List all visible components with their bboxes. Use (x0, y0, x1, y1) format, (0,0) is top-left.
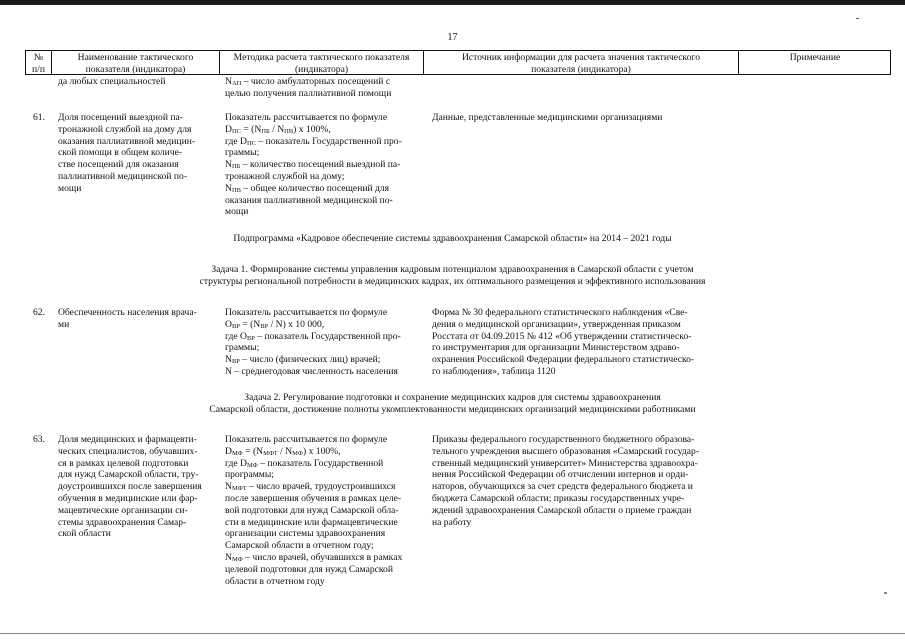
scan-mark (884, 592, 887, 594)
text-line: го наблюдения», таблица 1120 (432, 365, 556, 377)
text-line: тельного учреждения высшего образования «Самарский государ- (432, 445, 700, 457)
text-line: $N_{МФТ}$ – число врачей, трудоустроившихся (225, 481, 396, 493)
text-line: ской области (58, 528, 111, 540)
text-line: нения Российской Федерации об отчислении интернов и орди- (432, 469, 689, 481)
text-line: Показатель рассчитывается по формуле (225, 307, 388, 318)
text-line: бюджета Самарской области; приказы государственных учре- (432, 492, 685, 504)
text-line: доустроившихся после завершения (58, 481, 202, 493)
text-line: области в отчетном году (225, 575, 325, 587)
row-62-source (432, 307, 732, 378)
row-62-name (58, 307, 218, 331)
text-line: стемы здравоохранения Самар- (58, 516, 187, 528)
row-62-number: 62. (33, 307, 45, 318)
bottom-edge-line (0, 633, 905, 634)
text-line: мощи (58, 182, 82, 194)
text-line: сти в медицинские или фармацевтические (225, 516, 398, 528)
text-line: программы; (225, 469, 274, 481)
text-line: $N_{ВР}$ – число (физических лиц) врачей; (225, 354, 381, 366)
row-63-source (432, 434, 732, 528)
row-61-name (58, 112, 218, 195)
subprogram-title: Подпрограмма «Кадровое обеспечение системы здравоохранения Самарской области» на 2014 – 2021 годы (233, 233, 672, 244)
row-63-name (58, 434, 218, 540)
text-line: N – среднегодовая численность населения (225, 365, 398, 377)
text-line: ждений здравоохранения Самарской области о приеме граждан (432, 504, 692, 516)
text-line: наторов, обучающихся за счет средств федерального бюджета и (432, 481, 693, 493)
text-line: где $D_{МФ}$ – показатель Государственной (225, 457, 384, 469)
text-line: охранения Российской Федерации федерального статистическо- (432, 354, 695, 366)
text-line: ми (58, 318, 70, 330)
row-63-method (225, 434, 425, 587)
task-2-title (0, 392, 905, 416)
text-line: $D_{МФ} = (N_{МФТ} / N_{МФ})$ х 100%, (225, 445, 341, 457)
text-line: дения о медицинской организации», утвержденная приказом (432, 318, 681, 330)
row-63-number: 63. (33, 434, 45, 445)
text-line: на работу (432, 516, 472, 528)
text-line: Обеспеченность населения врача- (58, 307, 197, 318)
text-line: тронажной службой на дому для (58, 123, 192, 135)
text-line: Задача 2. Регулирование подготовки и сохранение медицинских кадров для системы здравоохранения (244, 392, 661, 403)
text-line: где $O_{ВР}$ – показатель Государственной про- (225, 330, 401, 342)
text-line: ственный медицинский университет» Министерства здравоохра- (432, 457, 698, 469)
text-line: мацевтические организации си- (58, 504, 188, 516)
text-line: ческих специалистов, обучавших- (58, 445, 198, 457)
row-61-method (225, 112, 425, 218)
text-line: обучения в медицинские или фар- (58, 492, 198, 504)
text-line: Росстата от 04.09.2015 № 412 «Об утверждении статистическо- (432, 330, 692, 342)
text-line: вой подготовки для нужд Самарской обла- (225, 504, 399, 516)
header-name: Наименование тактического показателя (индикатора) (77, 52, 194, 75)
cont-name: да любых специальностей (58, 76, 166, 87)
text-line: Приказы федерального государственного бюджетного образова- (432, 434, 695, 445)
text-line: Форма № 30 федерального статистического наблюдения «Све- (432, 307, 688, 318)
text-line: оказания паллиативной медицинской по- (225, 194, 393, 206)
text-line: тронажной службой на дому; (225, 170, 345, 182)
text-line: где $D_{ПС}$ – показатель Государственной про- (225, 135, 402, 147)
row-61-number: 61. (33, 112, 45, 123)
header-number: № п/п (32, 52, 45, 75)
top-edge-bar (0, 0, 905, 5)
text-line: $N_{АП}$ – число амбулаторных посещений с (225, 76, 391, 87)
corner-mark (856, 18, 859, 19)
text-line: Задача 1. Формирование системы управления кадровым потенциалом здравоохранения в Самарской области с учетом (211, 264, 694, 275)
text-line: ся в рамках целевой подготовки (58, 457, 189, 469)
text-line: граммы; (225, 342, 260, 354)
text-line: Самарской области, достижение полноты укомплектованности медицинских организаций медицинскими работниками (209, 403, 696, 415)
text-line: для нужд Самарской области, тру- (58, 469, 199, 481)
text-line: после завершения обучения в рамках целе- (225, 492, 402, 504)
text-line: оказания паллиативной медицин- (58, 135, 196, 147)
header-note: Примечание (789, 52, 841, 63)
text-line: граммы; (225, 147, 260, 159)
text-line: $D_{ПС} = (N_{ПБ} / N_{ПВ})$ х 100%, (225, 123, 331, 135)
text-line: паллиативной медицинской по- (58, 170, 188, 182)
text-line: структуры региональной потребности в медицинских кадрах, их оптимального размещения и эффективного использования (199, 275, 706, 287)
table-header (25, 50, 891, 75)
text-line: го инструментария для организации Министерством здраво- (432, 342, 680, 354)
text-line: $O_{ВР} = (N_{ВР} / N)$ х 10 000, (225, 318, 325, 330)
text-line: Показатель рассчитывается по формуле (225, 434, 388, 445)
text-line: $N_{МФ}$ – число врачей, обучавшихся в рамках (225, 551, 403, 563)
row-61-source: Данные, представленные медицинскими организациями (432, 112, 663, 123)
page-number: 17 (447, 32, 458, 43)
text-line: целью получения паллиативной помощи (225, 87, 392, 99)
row-62-method (225, 307, 425, 378)
cont-method (225, 76, 425, 100)
text-line: Доля посещений выездной па- (58, 112, 183, 123)
task-1-title (0, 264, 905, 288)
text-line: стве посещений для оказания (58, 159, 179, 171)
text-line: $N_{ПВ}$ – общее количество посещений для (225, 182, 390, 194)
header-method: Методика расчета тактического показателя (индикатора) (233, 52, 410, 75)
text-line: Доля медицинских и фармацевти- (58, 434, 197, 445)
text-line: целевой подготовки для нужд Самарской (225, 563, 393, 575)
header-source: Источник информации для расчета значения тактического показателя (индикатора) (461, 52, 701, 75)
text-line: Самарской области в отчетном году; (225, 540, 374, 552)
text-line: $N_{ПБ}$ – количество посещений выездной па- (225, 159, 401, 171)
text-line: Показатель рассчитывается по формуле (225, 112, 388, 123)
text-line: ской помощи в общем количе- (58, 147, 183, 159)
text-line: организации системы здравоохранения (225, 528, 386, 540)
text-line: мощи (225, 206, 249, 218)
